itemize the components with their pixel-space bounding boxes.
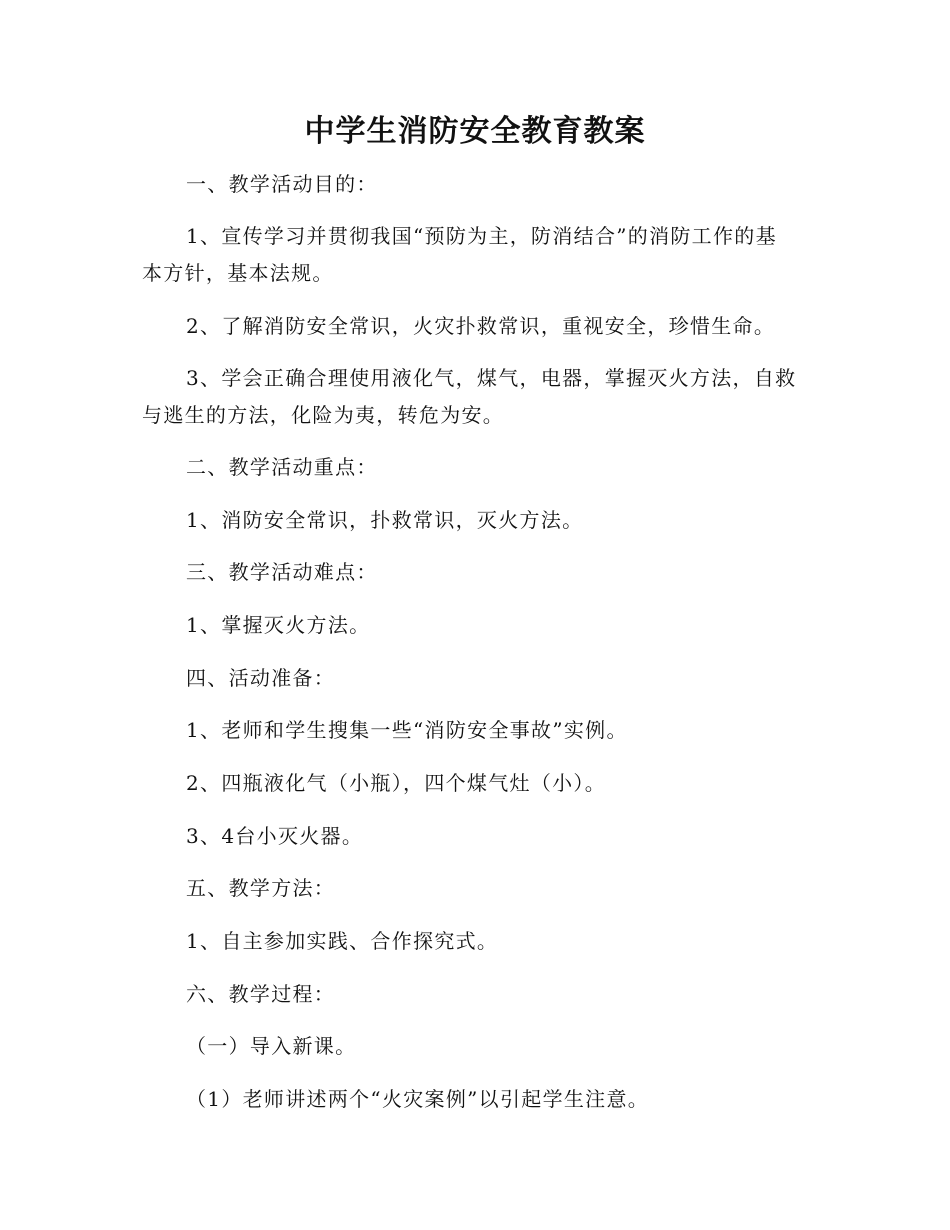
section-heading-key-points: 二、教学活动重点： bbox=[186, 455, 378, 479]
subsection-heading: （一）导入新课。 bbox=[186, 1034, 357, 1058]
paragraph-line: 1、消防安全常识，扑救常识，灭火方法。 bbox=[186, 508, 584, 532]
section-heading-objectives: 一、教学活动目的： bbox=[186, 172, 378, 196]
paragraph-line: 1、自主参加实践、合作探究式。 bbox=[186, 929, 499, 953]
section-heading-methods: 五、教学方法： bbox=[186, 876, 336, 900]
paragraph-line: 1、掌握灭火方法。 bbox=[186, 613, 371, 637]
paragraph-line: 3、4台小灭火器。 bbox=[186, 824, 364, 848]
paragraph-line: 1、老师和学生搜集一些“消防安全事故”实例。 bbox=[186, 718, 628, 742]
section-heading-preparation: 四、活动准备： bbox=[186, 666, 336, 690]
paragraph-line: 本方针，基本法规。 bbox=[142, 261, 334, 285]
paragraph-line: 1、宣传学习并贯彻我国“预防为主，防消结合”的消防工作的基 bbox=[186, 224, 777, 248]
paragraph-line: 2、四瓶液化气（小瓶），四个煤气灶（小）。 bbox=[186, 771, 607, 795]
document-title: 中学生消防安全教育教案 bbox=[304, 114, 646, 149]
section-heading-difficulties: 三、教学活动难点： bbox=[186, 560, 378, 584]
paragraph-line: 2、了解消防安全常识，火灾扑救常识，重视安全，珍惜生命。 bbox=[186, 314, 776, 338]
paragraph-line: （1）老师讲述两个“火灾案例”以引起学生注意。 bbox=[186, 1087, 650, 1111]
section-heading-process: 六、教学过程： bbox=[186, 982, 336, 1006]
paragraph-line: 3、学会正确合理使用液化气，煤气，电器，掌握灭火方法，自救 bbox=[186, 366, 797, 390]
paragraph-line: 与逃生的方法，化险为夷，转危为安。 bbox=[142, 403, 505, 427]
